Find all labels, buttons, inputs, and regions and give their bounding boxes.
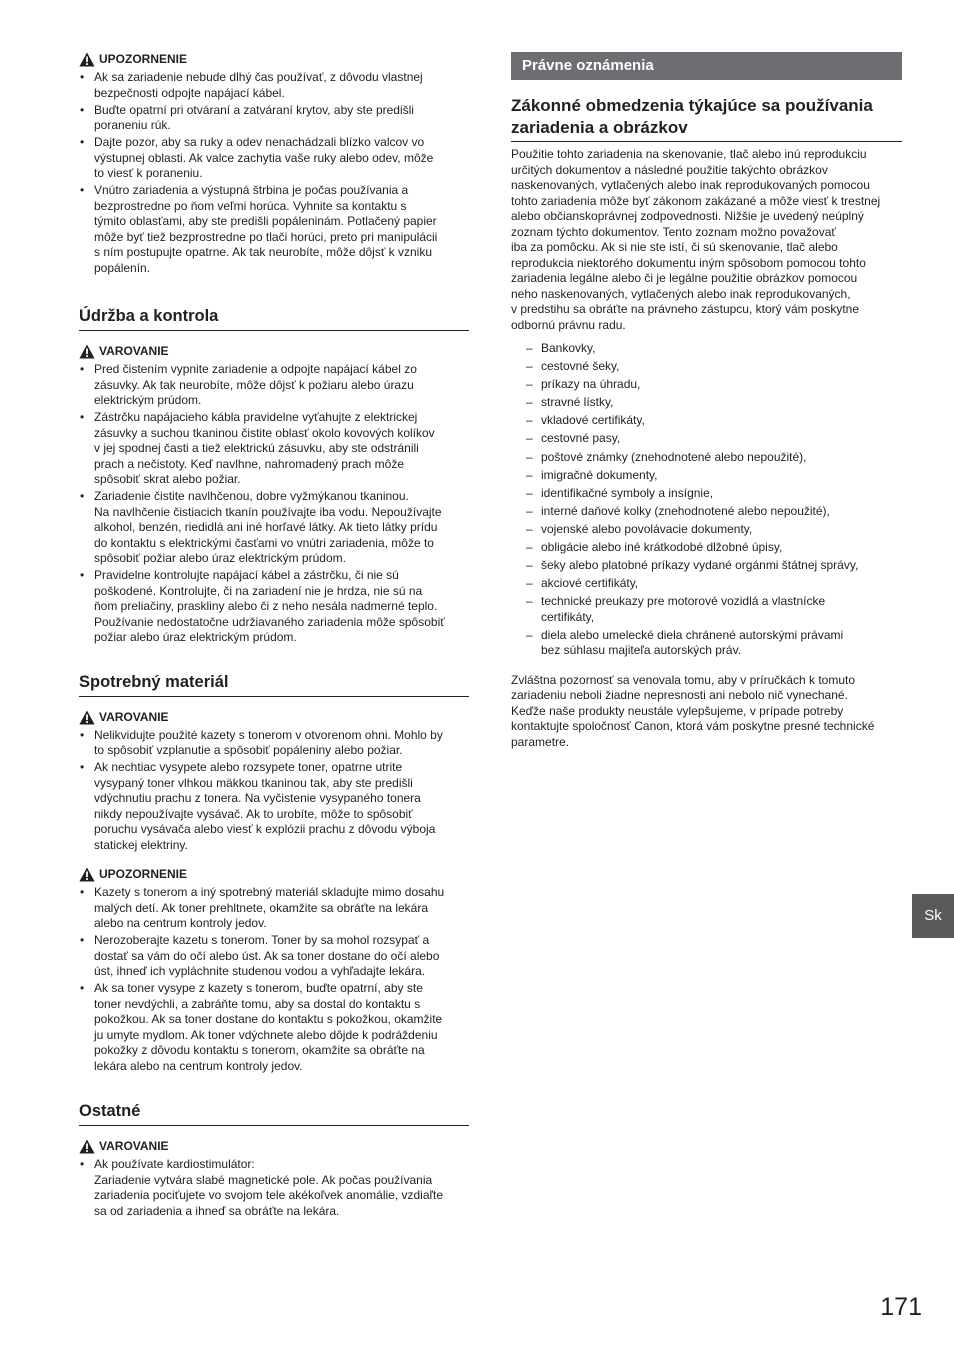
list-item: • Ak nechtiac vysypete alebo rozsypete toner, opatrne utrite vysypaný toner vlhkou mäkkou tkaninou tak, aby ste predišli vdýchnutiu prachu z tonera. Na vyčistenie vysypaného tonera nikdy nepoužívajte vysávač. Ak to urobíte, môže to spôsobiť poruchu vysávača alebo viesť k explózii prachu z dôvodu výboja statickej elektriny.: [79, 760, 469, 853]
list-item: • Zástrčku napájacieho kábla pravidelne vyťahujte z elektrickej zásuvky a suchou tkaninou čistite oblasť okolo kovových kolíkov v jej spodnej časti a tiež elektrickú zásuvku, aby ste odstránili prach a nečistoty. Keď navlhne, nahromadený prach môže spôsobiť skrat alebo požiar.: [79, 410, 469, 488]
list-item: – akciové certifikáty,: [511, 576, 902, 592]
caution-header: [79, 867, 469, 882]
other-list: [79, 1157, 469, 1219]
warning-header: [79, 1139, 469, 1154]
language-tab[interactable]: Sk: [912, 894, 954, 938]
legal-heading: Zákonné obmedzenia týkajúce sa používania zariadenia a obrázkov: [511, 95, 902, 142]
consumables-caution-list: [79, 885, 469, 1074]
list-item: – poštové známky (znehodnotené alebo nepoužité),: [511, 450, 902, 466]
warning-label: VAROVANIE: [99, 344, 169, 358]
restricted-documents-list: [511, 341, 902, 659]
caution-label: UPOZORNENIE: [99, 867, 188, 881]
warning-label: VAROVANIE: [99, 1139, 169, 1153]
warning-triangle-icon: [79, 867, 95, 882]
page-number: 171: [880, 1293, 922, 1321]
consumables-warning-list: [79, 728, 469, 854]
intro-paragraph: Použitie tohto zariadenia na skenovanie, tlač alebo inú reprodukciu určitých dokumentov a následné použitie takýchto obrázkov naskenovaných, vytlačených alebo inak reprodukovaných pomocou tohto zariadenia môže byť zákonom zakázané a môže viesť k trestnej alebo občianskoprávnej zodpovednosti. Nižšie je uvedený neúplný zoznam týchto dokumentov. Tento zoznam možno považovať iba za pomôcku. Ak si nie ste istí, či sú skenovanie, tlač alebo reprodukcia niektorého dokumentu iným spôsobom pomocou tohto zariadenia legálne alebo či je legálne použitie obrázkov pomocou neho naskenovaných, vytlačených alebo inak reprodukovaných, v predstihu sa obráťte na právneho zástupcu, ktorý vám poskytne odbornú právnu radu.: [511, 147, 881, 332]
list-item: – príkazy na úhradu,: [511, 377, 902, 393]
warning-triangle-icon: [79, 1139, 95, 1154]
list-item: – imigračné dokumenty,: [511, 468, 902, 484]
closing-paragraph: Zvláštna pozornosť sa venovala tomu, aby v príručkách k tomuto zariadeniu neboli žiadne nepresnosti ani nebolo nič vynechané. Keďže naše produkty neustále vylepšujeme, v prípade potreby kontaktujte spoločnosť Canon, ktorá vám poskytne presné technické parametre.: [511, 672, 875, 749]
list-item: – identifikačné symboly a insígnie,: [511, 486, 902, 502]
list-item: – vkladové certifikáty,: [511, 413, 902, 429]
list-item: • Buďte opatrní pri otváraní a zatváraní krytov, aby ste predišli poraneniu rúk.: [79, 103, 469, 134]
list-item: • Ak používate kardiostimulátor: Zariadenie vytvára slabé magnetické pole. Ak počas používania zariadenia pociťujete vo svojom tele akékoľvek anomálie, vzdiaľte sa od zariadenia a ihneď sa obráťte na lekára.: [79, 1157, 469, 1219]
section-title-maintenance: Údržba a kontrola: [79, 306, 469, 331]
caution-header: [79, 52, 469, 67]
list-item: – vojenské alebo povolávacie dokumenty,: [511, 522, 902, 538]
list-item: • Ak sa toner vysype z kazety s tonerom, buďte opatrní, aby ste toner nevdýchli, a zabráňte tomu, aby sa dostal do kontaktu s pokožkou. Ak sa toner dostane do kontaktu s pokožkou, okamžite ju umyte mydlom. Ak toner vdýchnete alebo dôjde k podráždeniu pokožky z dôvodu kontaktu s tonerom, okamžite sa obráťte na lekára alebo na centrum kontroly jedov.: [79, 981, 469, 1074]
list-item: • Nerozoberajte kazetu s tonerom. Toner by sa mohol rozsypať a dostať sa vám do očí alebo úst. Ak sa toner dostane do očí alebo úst, ihneď ich vypláchnite studenou vodou a vyhľadajte lekára.: [79, 933, 469, 980]
caution-list: [79, 70, 469, 276]
list-item: – stravné lístky,: [511, 395, 902, 411]
list-item: • Zariadenie čistite navlhčenou, dobre vyžmýkanou tkaninou. Na navlhčenie čistiacich tkanín používajte iba vodu. Nepoužívajte alkohol, benzén, riedidlá ani iné horľavé látky. Ak tieto látky prídu do kontaktu s elektrickými časťami vo vnútri zariadenia, môže to spôsobiť požiar alebo úraz elektrickým prúdom.: [79, 489, 469, 567]
warning-label: VAROVANIE: [99, 709, 169, 724]
list-item: – šeky alebo platobné príkazy vydané orgánmi štátnej správy,: [511, 558, 902, 574]
list-item: – cestovné pasy,: [511, 431, 902, 447]
list-item: • Kazety s tonerom a iný spotrebný materiál skladujte mimo dosahu malých detí. Ak toner prehltnete, okamžite sa obráťte na lekára alebo na centrum kontroly jedov.: [79, 885, 469, 932]
warning-header: [79, 710, 469, 725]
right-column: [511, 52, 902, 750]
list-item: – obligácie alebo iné krátkodobé dlžobné úpisy,: [511, 540, 902, 556]
warning-triangle-icon: [79, 52, 95, 67]
list-item: – interné daňové kolky (znehodnotené alebo nepoužité),: [511, 504, 902, 520]
list-item: • Pred čistením vypnite zariadenie a odpojte napájací kábel zo zásuvky. Ak tak neurobíte, môže dôjsť k požiaru alebo úrazu elektrickým prúdom.: [79, 362, 469, 409]
maintenance-list: [79, 362, 469, 646]
caution-label: UPOZORNENIE: [99, 52, 188, 66]
list-item: • Pravidelne kontrolujte napájací kábel a zástrčku, či nie sú poškodené. Kontrolujte, či na zariadení nie je hrdza, nie sú na ňom preliačiny, praskliny alebo či z neho nesála nadmerné teplo. Používanie nedostatočne udržiavaného zariadenia môže spôsobiť požiar alebo úraz elektrickým prúdom.: [79, 568, 469, 646]
section-title-consumables: Spotrebný materiál: [79, 672, 469, 697]
list-item: • Dajte pozor, aby sa ruky a odev nenachádzali blízko valcov vo výstupnej oblasti. Ak valce zachytia vaše ruky alebo odev, môže to viesť k poraneniu.: [79, 135, 469, 182]
list-item: – Bankovky,: [511, 341, 902, 357]
section-title-other: Ostatné: [79, 1101, 469, 1126]
section-banner: Právne oznámenia: [511, 52, 902, 80]
list-item: • Vnútro zariadenia a výstupná štrbina je počas používania a bezprostredne po ňom veľmi horúca. Vyhnite sa kontaktu s týmito oblasťami, aby ste predišli popáleninám. Potlačený papier môže byť tiež bezprostredne po tlači horúci, preto pri manipulácii s ním postupujte opatrne. Ak tak neurobíte, môže dôjsť k vzniku popálenín.: [79, 183, 469, 276]
left-column: [79, 52, 469, 1221]
list-item: – technické preukazy pre motorové vozidlá a vlastnícke certifikáty,: [511, 594, 902, 625]
list-item: – diela alebo umelecké diela chránené autorskými právami bez súhlasu majiteľa autorských práv.: [511, 628, 902, 659]
warning-triangle-icon: [79, 344, 95, 359]
warning-triangle-icon: [79, 710, 95, 725]
warning-header: [79, 344, 469, 359]
list-item: • Ak sa zariadenie nebude dlhý čas používať, z dôvodu vlastnej bezpečnosti odpojte napájací kábel.: [79, 70, 469, 101]
list-item: • Nelikvidujte použité kazety s tonerom v otvorenom ohni. Mohlo by to spôsobiť vzplanutie a spôsobiť popáleniny alebo požiar.: [79, 728, 469, 759]
list-item: – cestovné šeky,: [511, 359, 902, 375]
